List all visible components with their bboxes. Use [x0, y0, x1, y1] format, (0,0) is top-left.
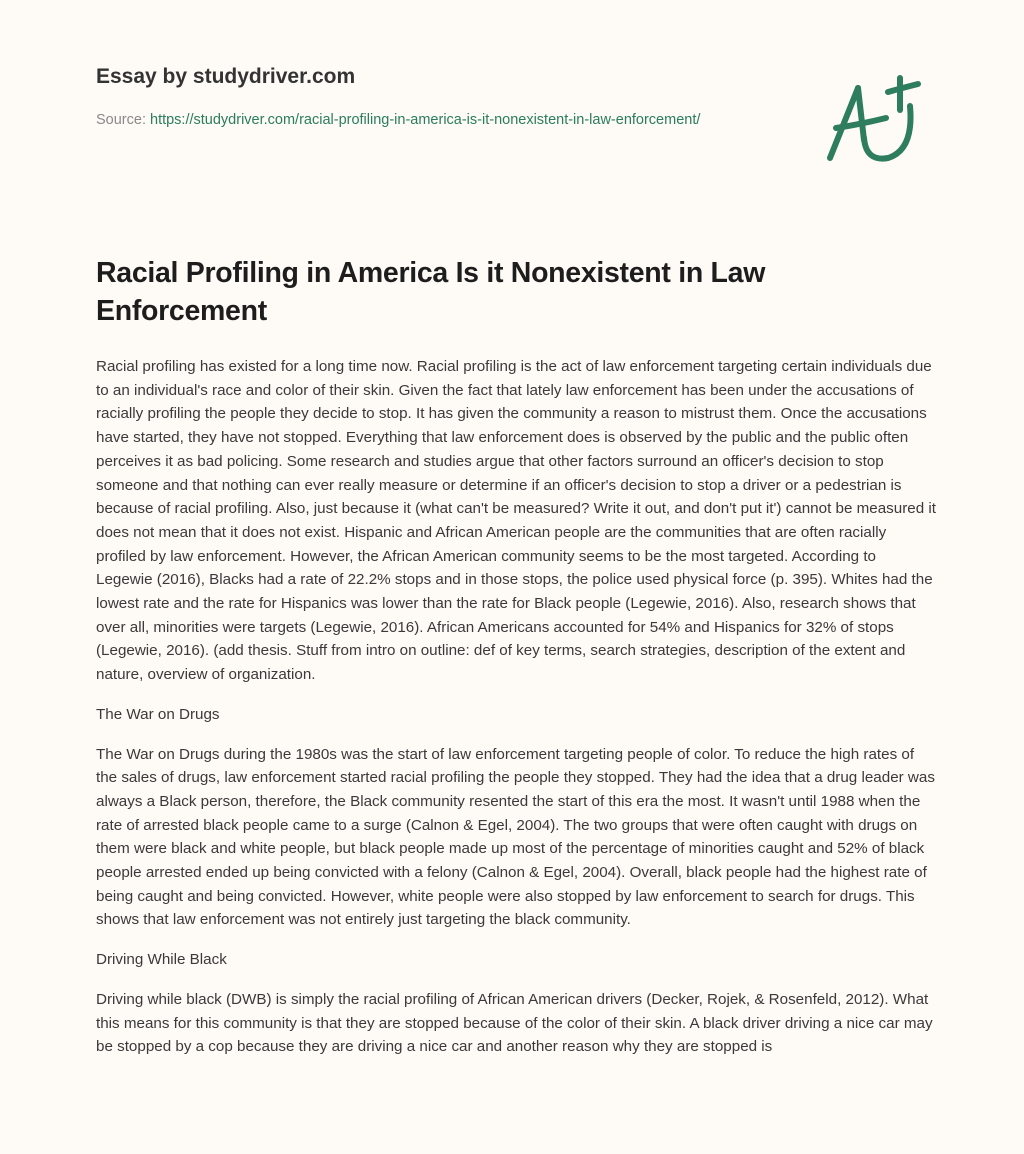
source-label: Source:: [96, 112, 150, 128]
document-title: Racial Profiling in America Is it Nonexistent in Law Enforcement: [96, 257, 766, 327]
intro-paragraph: Racial profiling has existed for a long time now. Racial profiling is the act of law enforcement targeting certain individuals due to an individual's race and color of their skin. Given the fact that lately law enforcement has been under the accusations of racially profiling the people they decide to stop. It has given the community a reason to mistrust them. Once the accusations have started, they have not stopped. Everything that law enforcement does is observed by the public and the public often perceives it as bad policing. Some research and studies argue that other factors surround an officer's decision to stop someone and that nothing can ever really measure or determine if an officer's decision to stop a driver or a pedestrian is because of racial profiling. Also, just because it (what can't be measured? Write it out, and don't put it') cannot be measured it does not mean that it does not exist. Hispanic and African American people are the communities that are often racially profiled by law enforcement. However, the African American community seems to be the most targeted. According to Legewie (2016), Blacks had a rate of 22.2% stops and in those stops, the police used physical force (p. 395). Whites had the lowest rate and the rate for Hispanics was lower than the rate for Black people (Legewie, 2016). Also, research shows that over all, minorities were targets (Legewie, 2016). African Americans accounted for 54% and Hispanics for 32% of stops (Legewie, 2016). (add thesis. Stuff from intro on outline: def of key terms, search strategies, description of the extent and nature, overview of organization.: [96, 358, 936, 684]
section-heading-driving-while-black: Driving While Black: [96, 951, 227, 969]
section-heading-war-on-drugs: The War on Drugs: [96, 705, 220, 723]
war-on-drugs-paragraph: The War on Drugs during the 1980s was the start of law enforcement targeting people of color. To reduce the high rates of the sales of drugs, law enforcement started racial profiling the people they stopped. They had the idea that a drug leader was always a Black person, therefore, the Black community resented the start of this era the most. It wasn't until 1988 when the rate of arrested black people came to a surge (Calnon & Egel, 2004). The two groups that were often caught with drugs on them were black and white people, but black people made up most of the percentage of minorities caught and 52% of black people arrested ended up being convicted with a felony (Calnon & Egel, 2004). Overall, black people had the highest rate of being caught and being convicted. However, white people were also stopped by law enforcement to search for drugs. This shows that law enforcement was not entirely just targeting the black community.: [96, 745, 935, 929]
source-link[interactable]: https://studydriver.com/racial-profiling-in-america-is-it-nonexistent-in-law-enforcement/: [150, 112, 701, 128]
site-title: Essay by studydriver.com: [96, 65, 356, 88]
page-header: [96, 62, 736, 132]
driving-while-black-paragraph: Driving while black (DWB) is simply the racial profiling of African American drivers (Decker, Rojek, & Rosenfeld, 2012). What this means for this community is that they are stopped because of the color of their skin. A black driver driving a nice car may be stopped by a cop because they are driving a nice car and another reason why they are stopped is: [96, 990, 933, 1056]
a-plus-grade-icon: [822, 70, 932, 170]
essay-body: [96, 355, 936, 1075]
source-line: [96, 109, 736, 132]
